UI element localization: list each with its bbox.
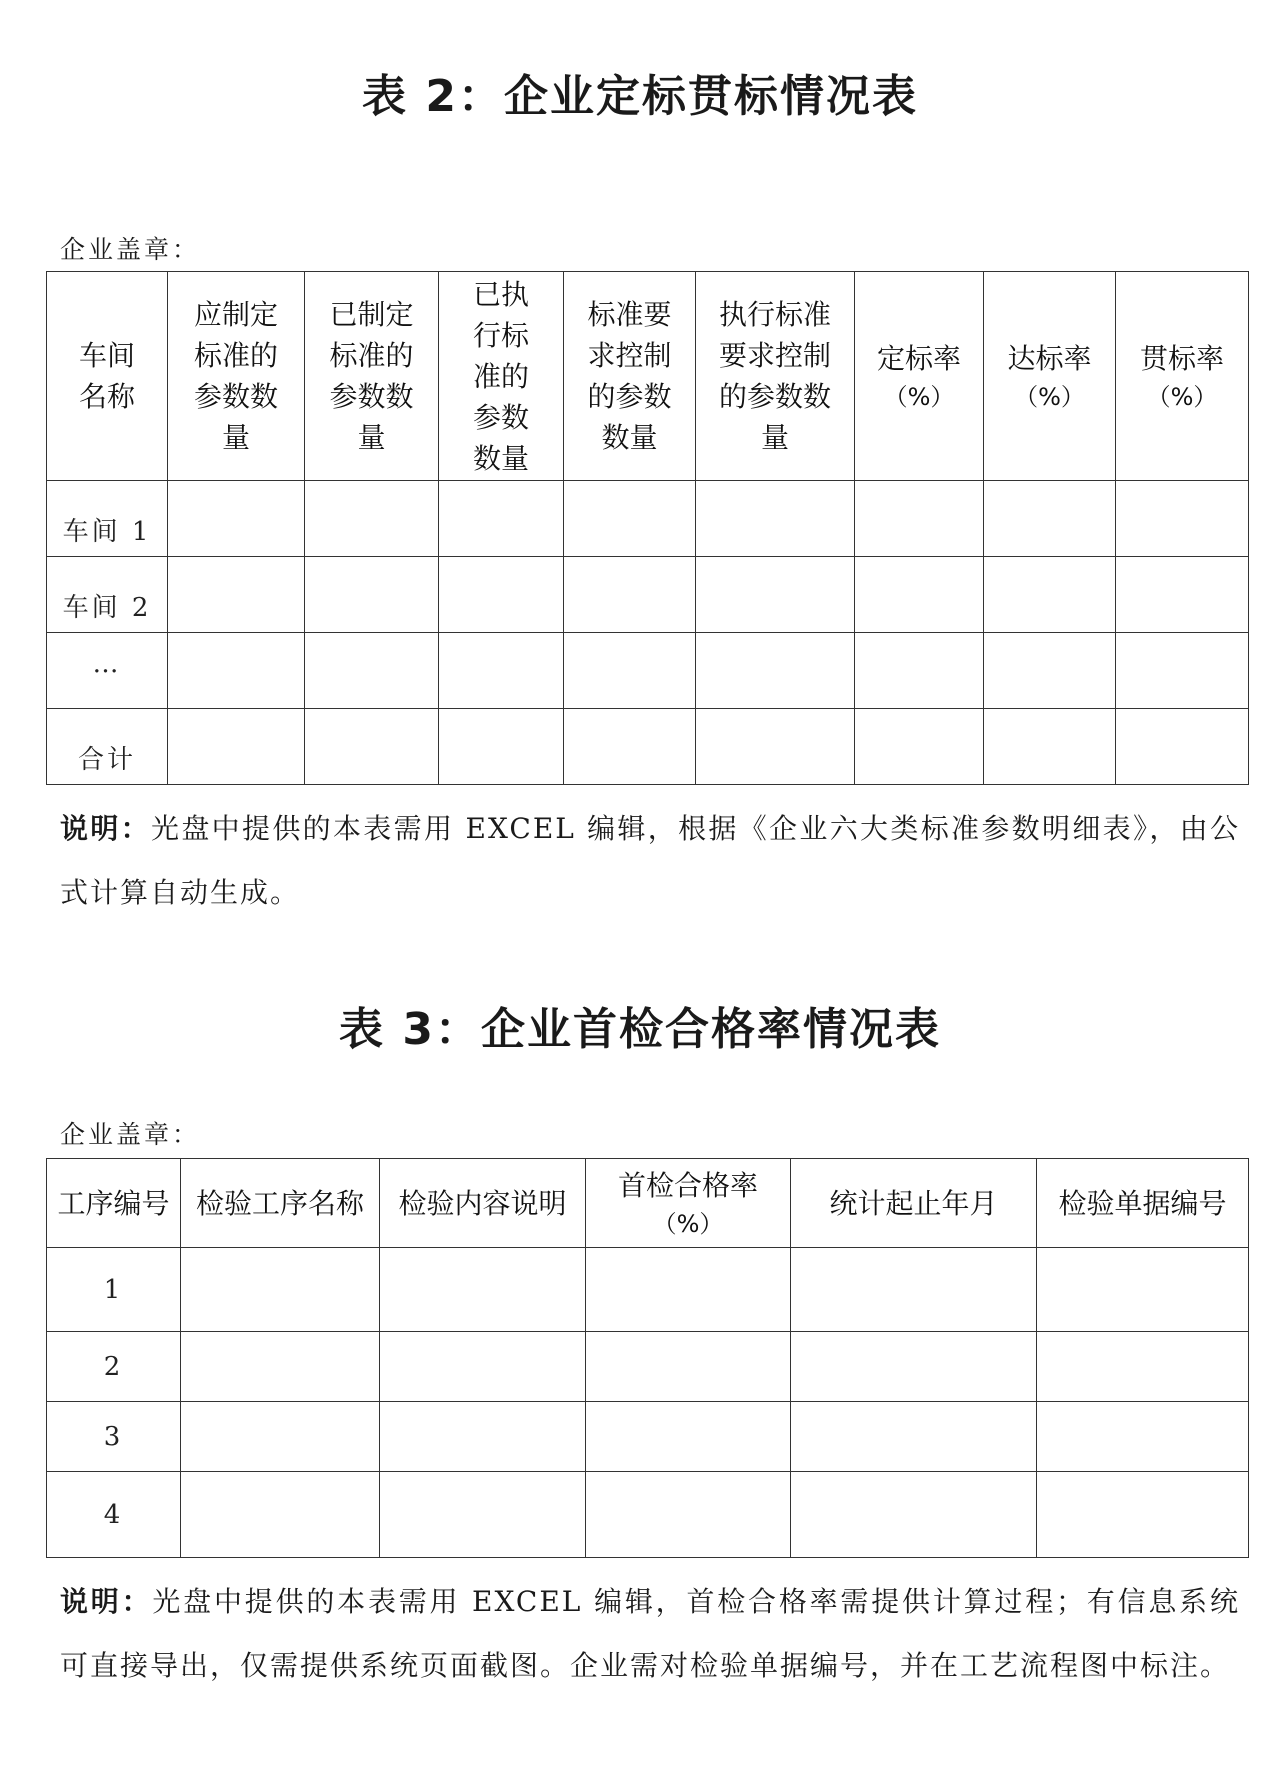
table-cell[interactable] — [1116, 709, 1249, 785]
table3-row-label: 3 — [47, 1402, 181, 1472]
table-cell[interactable] — [168, 709, 305, 785]
table-cell[interactable] — [439, 481, 564, 557]
table3-header-statistics-period: 统计起止年月 — [791, 1159, 1037, 1248]
table-row — [47, 709, 1249, 785]
table-cell[interactable] — [791, 1402, 1037, 1472]
table-cell[interactable] — [168, 557, 305, 633]
table2-note-label: 说明： — [60, 812, 151, 845]
table2-title: 表 2：企业定标贯标情况表 — [362, 71, 918, 122]
table-cell[interactable] — [305, 709, 439, 785]
table-row — [47, 633, 1249, 709]
table-row — [47, 1472, 1249, 1558]
table-cell[interactable] — [586, 1402, 791, 1472]
table-cell[interactable] — [305, 557, 439, 633]
table-row — [47, 1248, 1249, 1332]
table3-header-process-name: 检验工序名称 — [181, 1159, 380, 1248]
table-cell[interactable] — [181, 1332, 380, 1402]
table-cell[interactable] — [696, 481, 855, 557]
table-cell[interactable] — [791, 1248, 1037, 1332]
table2-header-row — [47, 272, 1249, 481]
table-cell[interactable] — [1037, 1472, 1249, 1558]
table3-header-first-pass-rate: 首检合格率 （%） — [586, 1159, 791, 1248]
table2 — [46, 271, 1249, 785]
table-cell[interactable] — [168, 633, 305, 709]
table-cell[interactable] — [439, 633, 564, 709]
table-cell[interactable] — [439, 709, 564, 785]
table-cell[interactable] — [1116, 481, 1249, 557]
table3 — [46, 1158, 1249, 1558]
table2-header-required-params: 应制定 标准的 参数数 量 — [168, 272, 305, 481]
table-cell[interactable] — [564, 557, 696, 633]
table-row — [47, 1332, 1249, 1402]
table-cell[interactable] — [439, 557, 564, 633]
table-cell[interactable] — [181, 1472, 380, 1558]
table-cell[interactable] — [855, 481, 984, 557]
table-cell[interactable] — [1037, 1248, 1249, 1332]
table-cell[interactable] — [181, 1402, 380, 1472]
table-cell[interactable] — [984, 709, 1116, 785]
table-cell[interactable] — [564, 709, 696, 785]
table-cell[interactable] — [855, 709, 984, 785]
table2-note — [60, 797, 1240, 925]
table3-header-content-description: 检验内容说明 — [380, 1159, 586, 1248]
table3-seal-label: 企业盖章： — [60, 1120, 201, 1149]
table3-row-label: 1 — [47, 1248, 181, 1332]
table2-header-implementation-rate: 贯标率 （%） — [1116, 272, 1249, 481]
table2-row-label: 合计 — [47, 709, 168, 785]
table-cell[interactable] — [1116, 633, 1249, 709]
table-cell[interactable] — [855, 633, 984, 709]
table-cell[interactable] — [305, 481, 439, 557]
table-cell[interactable] — [564, 481, 696, 557]
table-cell[interactable] — [305, 633, 439, 709]
table2-header-workshop-name: 车间 名称 — [47, 272, 168, 481]
table-cell[interactable] — [380, 1472, 586, 1558]
table2-header-executed-controlled-params: 执行标准 要求控制 的参数数 量 — [696, 272, 855, 481]
table-cell[interactable] — [380, 1248, 586, 1332]
table-cell[interactable] — [1037, 1332, 1249, 1402]
table2-header-setting-rate: 定标率 （%） — [855, 272, 984, 481]
table-cell[interactable] — [181, 1248, 380, 1332]
table-cell[interactable] — [380, 1402, 586, 1472]
table3-note-text: 光盘中提供的本表需用 EXCEL 编辑，首检合格率需提供计算过程；有信息系统可直接导出，仅需提供系统页面截图。企业需对检验单据编号，并在工艺流程图中标注。 — [60, 1585, 1240, 1682]
table-cell[interactable] — [855, 557, 984, 633]
table2-note-text: 光盘中提供的本表需用 EXCEL 编辑，根据《企业六大类标准参数明细表》，由公式计算自动生成。 — [60, 812, 1240, 909]
table-cell[interactable] — [791, 1332, 1037, 1402]
table-row — [47, 1402, 1249, 1472]
table3-row-label: 4 — [47, 1472, 181, 1558]
table3-row-label: 2 — [47, 1332, 181, 1402]
table-row — [47, 557, 1249, 633]
table3-header-process-number: 工序编号 — [47, 1159, 181, 1248]
table3-header-row — [47, 1159, 1249, 1248]
table-cell[interactable] — [1116, 557, 1249, 633]
table2-row-label: … — [47, 633, 168, 709]
table2-header-established-params: 已制定 标准的 参数数 量 — [305, 272, 439, 481]
table-cell[interactable] — [586, 1332, 791, 1402]
table-cell[interactable] — [696, 633, 855, 709]
table2-row-label: 车间 2 — [47, 557, 168, 633]
table2-header-standard-controlled-params: 标准要 求控制 的参数 数量 — [564, 272, 696, 481]
table-cell[interactable] — [984, 481, 1116, 557]
table-row — [47, 481, 1249, 557]
table-cell[interactable] — [1037, 1402, 1249, 1472]
table-cell[interactable] — [984, 557, 1116, 633]
table-cell[interactable] — [696, 709, 855, 785]
table2-seal-label: 企业盖章： — [60, 235, 201, 264]
table3-note — [60, 1570, 1240, 1698]
table-cell[interactable] — [984, 633, 1116, 709]
table-cell[interactable] — [791, 1472, 1037, 1558]
table-cell[interactable] — [696, 557, 855, 633]
table-cell[interactable] — [564, 633, 696, 709]
table-cell[interactable] — [586, 1248, 791, 1332]
table-cell[interactable] — [168, 481, 305, 557]
table2-header-compliance-rate: 达标率 （%） — [984, 272, 1116, 481]
table2-row-label: 车间 1 — [47, 481, 168, 557]
table-cell[interactable] — [380, 1332, 586, 1402]
table2-header-executed-params: 已执 行标 准的 参数 数量 — [439, 272, 564, 481]
table3-note-label: 说明： — [60, 1585, 153, 1618]
table3-title: 表 3：企业首检合格率情况表 — [339, 1004, 941, 1055]
table-cell[interactable] — [586, 1472, 791, 1558]
table3-header-document-number: 检验单据编号 — [1037, 1159, 1249, 1248]
